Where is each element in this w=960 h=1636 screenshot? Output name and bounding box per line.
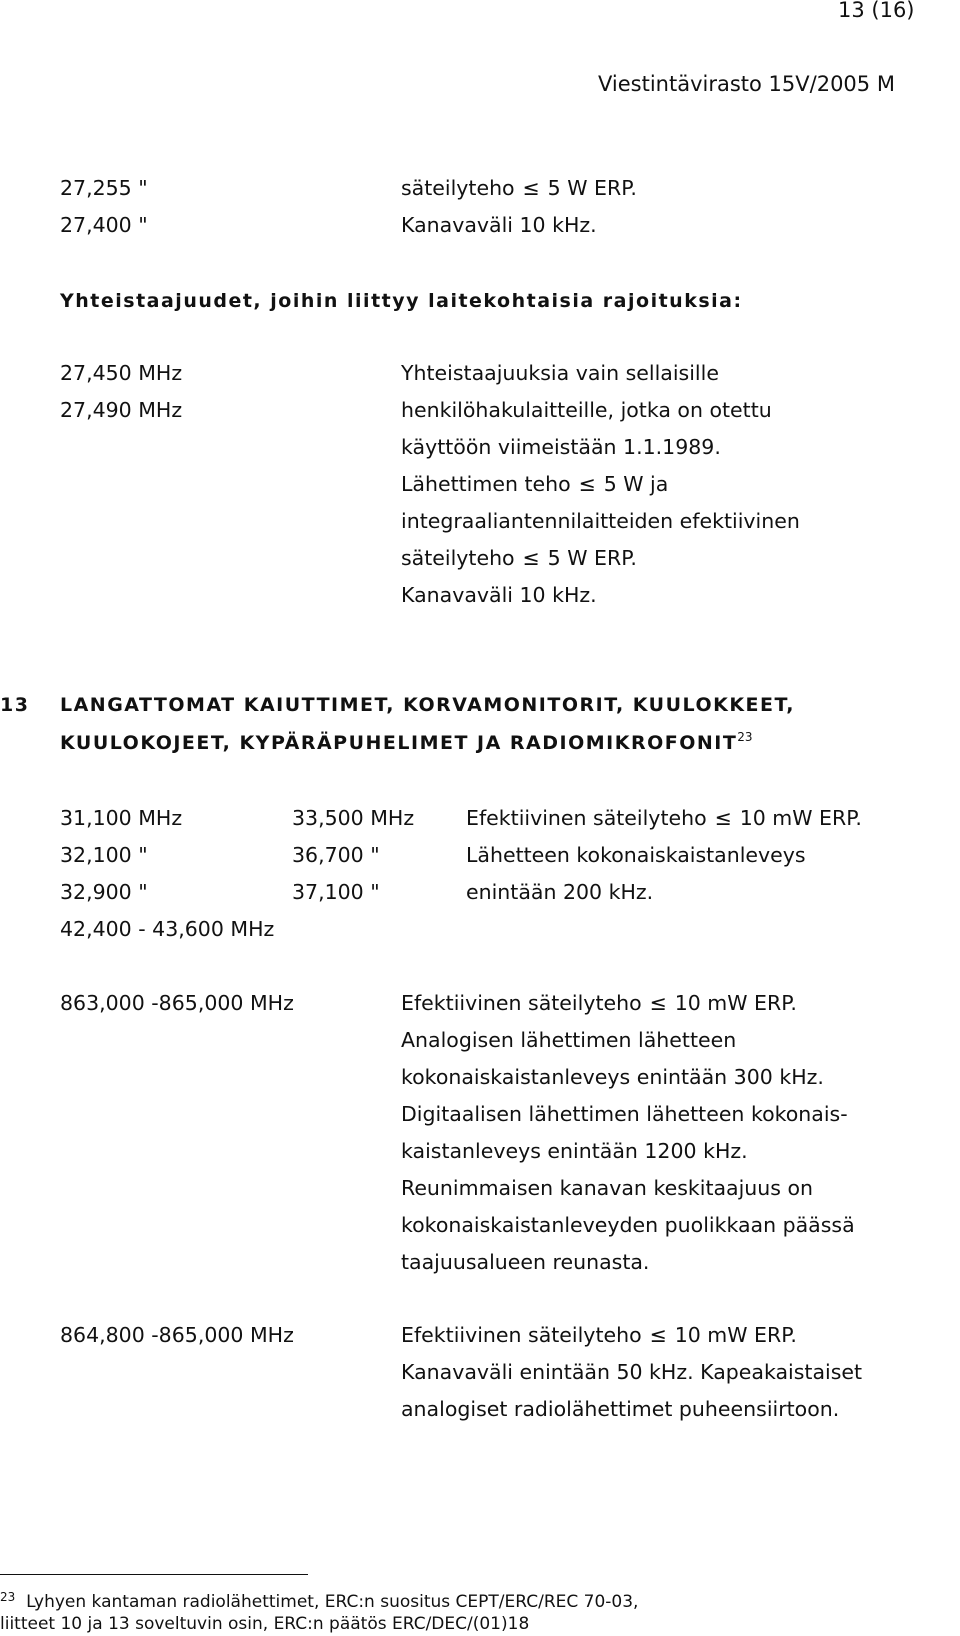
block-863-line-7: kokonaiskaistanleveyden puolikkaan päässä <box>401 1213 855 1237</box>
band-row-1-col2: 33,500 MHz <box>292 806 415 830</box>
footnote-divider <box>0 1574 308 1575</box>
less-equal-symbol: ≤ <box>522 546 540 570</box>
less-equal-symbol: ≤ <box>578 472 596 496</box>
band-row-4-col1: 42,400 - 43,600 MHz <box>60 917 275 941</box>
block-864-line-1: Efektiivinen säteilyteho ≤ 10 mW ERP. <box>401 1323 797 1347</box>
block-864-line-3: analogiset radiolähettimet puheensiirtoon. <box>401 1397 840 1421</box>
less-equal-symbol: ≤ <box>649 991 667 1015</box>
document-id: Viestintävirasto 15V/2005 M <box>598 72 895 96</box>
intro-text-2: Kanavaväli 10 kHz. <box>401 213 597 237</box>
footnote-ref: 23 <box>737 730 753 744</box>
block-863-line-5: kaistanleveys enintään 1200 kHz. <box>401 1139 748 1163</box>
block-863-line-6: Reunimmaisen kanavan keskitaajuus on <box>401 1176 814 1200</box>
shared-line-7: Kanavaväli 10 kHz. <box>401 583 597 607</box>
shared-line-3: käyttöön viimeistään 1.1.1989. <box>401 435 721 459</box>
band-row-2-col1: 32,100 " <box>60 843 148 867</box>
band-row-1-col1: 31,100 MHz <box>60 806 183 830</box>
band-row-3-col2: 37,100 " <box>292 880 380 904</box>
shared-frequencies-heading: Yhteistaajuudet, joihin liittyy laitekohtaisia rajoituksia: <box>60 290 743 312</box>
shared-line-6: säteilyteho ≤ 5 W ERP. <box>401 546 637 570</box>
shared-line-4: Lähettimen teho ≤ 5 W ja <box>401 472 669 496</box>
block-863-freq: 863,000 -865,000 MHz <box>60 991 294 1015</box>
page-number: 13 (16) <box>838 0 915 22</box>
band-row-2-col2: 36,700 " <box>292 843 380 867</box>
footnote-line-1: $^{23}$ Lyhyen kantaman radiolähettimet, ERC:n suositus CEPT/ERC/REC 70-03, <box>0 1590 639 1612</box>
shared-freq-1: 27,450 MHz <box>60 361 183 385</box>
band-row-1-col3: Efektiivinen säteilyteho ≤ 10 mW ERP. <box>466 806 862 830</box>
block-863-line-4: Digitaalisen lähettimen lähetteen kokonais- <box>401 1102 848 1126</box>
footnote-line-2: liitteet 10 ja 13 soveltuvin osin, ERC:n päätös ERC/DEC/(01)18 <box>0 1614 530 1634</box>
shared-line-5: integraaliantennilaitteiden efektiivinen <box>401 509 800 533</box>
intro-text-1: säteilyteho ≤ 5 W ERP. <box>401 176 637 200</box>
intro-freq-2: 27,400 " <box>60 213 148 237</box>
less-equal-symbol: ≤ <box>649 1323 667 1347</box>
band-row-2-col3: Lähetteen kokonaiskaistanleveys <box>466 843 806 867</box>
intro-freq-1: 27,255 " <box>60 176 148 200</box>
block-863-line-2: Analogisen lähettimen lähetteen <box>401 1028 737 1052</box>
section-number: 13 <box>0 694 30 716</box>
section-title-line2: KUULOKOJEET, KYPÄRÄPUHELIMET JA RADIOMIKROFONIT$^{23}$ <box>60 730 753 754</box>
shared-line-2: henkilöhakulaitteille, jotka on otettu <box>401 398 772 422</box>
block-864-freq: 864,800 -865,000 MHz <box>60 1323 294 1347</box>
band-row-3-col3: enintään 200 kHz. <box>466 880 654 904</box>
block-864-line-2: Kanavaväli enintään 50 kHz. Kapeakaistaiset <box>401 1360 863 1384</box>
shared-freq-2: 27,490 MHz <box>60 398 183 422</box>
less-equal-symbol: ≤ <box>714 806 732 830</box>
block-863-line-8: taajuusalueen reunasta. <box>401 1250 650 1274</box>
footnote-marker: 23 <box>0 1590 16 1604</box>
band-row-3-col1: 32,900 " <box>60 880 148 904</box>
section-title-line1: LANGATTOMAT KAIUTTIMET, KORVAMONITORIT, KUULOKKEET, <box>60 694 795 716</box>
block-863-line-3: kokonaiskaistanleveys enintään 300 kHz. <box>401 1065 824 1089</box>
shared-line-1: Yhteistaajuuksia vain sellaisille <box>401 361 719 385</box>
less-equal-symbol: ≤ <box>522 176 540 200</box>
block-863-line-1: Efektiivinen säteilyteho ≤ 10 mW ERP. <box>401 991 797 1015</box>
